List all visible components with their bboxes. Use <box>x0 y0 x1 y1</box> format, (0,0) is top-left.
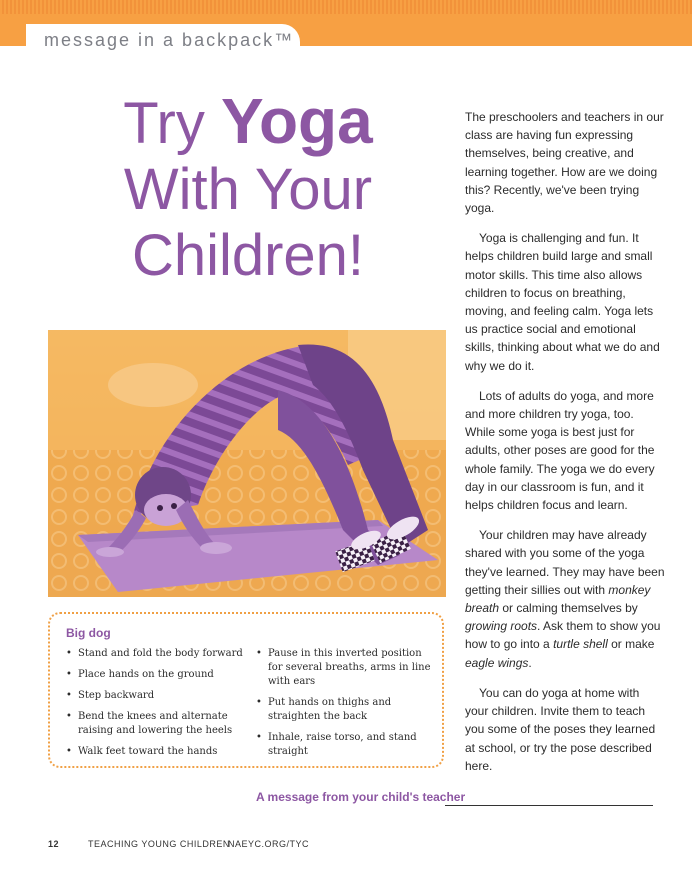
publication-url[interactable]: NAEYC.ORG/TYC <box>228 839 310 849</box>
section-tab-label: message in a backpack™ <box>44 30 295 50</box>
pose-instructions-box <box>48 612 444 768</box>
signature-label: A message from your child's teacher <box>256 790 466 804</box>
title-line-2: With Your <box>123 157 373 222</box>
child-yoga-pose-photo <box>48 330 446 597</box>
p4-text-a: Your children may have already shared with you some of the yoga they've learned. They may have been getting their sillies out with <box>465 528 665 597</box>
body-paragraph-3: Lots of adults do yoga, and more and more children try yoga, too. While some yoga is best just for adults, other poses are good for the whole family. The yoga we do every day in our classroom is fun, and it helps children focus and learn. <box>465 388 655 513</box>
growing-roots-term: growing roots <box>465 619 538 634</box>
header-band-stripe <box>0 0 692 14</box>
pose-step: • Place hands on the ground <box>66 668 252 682</box>
pose-step: • Stand and fold the body forward <box>66 647 252 661</box>
body-paragraph-4 <box>465 526 665 672</box>
pose-step: • Put hands on thighs and straighten the back <box>256 696 432 724</box>
title-yoga: Yoga <box>221 85 373 157</box>
pose-step: • Bend the knees and alternate raising and lowering the heels <box>66 710 252 738</box>
title-line-3: Children! <box>131 223 365 288</box>
p4-text-b: or calming themselves by <box>499 601 638 616</box>
pose-steps-column-2 <box>256 647 432 766</box>
title-line-1 <box>48 85 448 157</box>
pose-title: Big dog <box>66 626 111 640</box>
body-paragraph-1: The preschoolers and teachers in our class are having fun expressing themselves, being creative, and learning together. How are we doing this? Recently, we've been trying yoga. <box>465 110 664 216</box>
pose-steps-column-1 <box>66 647 252 766</box>
pose-step: • Step backward <box>66 689 252 703</box>
pose-step: • Inhale, raise torso, and stand straight <box>256 731 432 759</box>
body-paragraph-5: You can do yoga at home with your children. Invite them to teach you some of the poses they learned at school, or try the pose described here. <box>465 685 656 773</box>
publication-name: TEACHING YOUNG CHILDREN <box>88 839 230 849</box>
p4-text-d: or make <box>607 637 655 652</box>
p4-text-c: . Ask them to show you how to go into a <box>465 619 661 652</box>
signature-line[interactable] <box>445 805 653 806</box>
pose-step: • Walk feet toward the hands <box>66 745 252 759</box>
title-try: Try <box>123 91 205 156</box>
turtle-shell-term: turtle shell <box>553 637 608 652</box>
monkey-breath-term: monkey breath <box>465 582 651 616</box>
section-tab <box>26 24 300 56</box>
body-paragraph-2: Yoga is challenging and fun. It helps children build large and small motor skills. This time also allows children to focus on breathing, moving, and feeling calm. Yoga lets us practice social and emotional skills, thinking about what we do and why we do it. <box>465 231 660 373</box>
p4-text-e: . <box>528 655 532 670</box>
eagle-wings-term: eagle wings <box>465 655 529 670</box>
page-number: 12 <box>48 839 60 849</box>
page-title <box>48 85 448 289</box>
article-body <box>465 108 665 787</box>
pose-step: • Pause in this inverted position for several breaths, arms in line with ears <box>256 647 432 689</box>
